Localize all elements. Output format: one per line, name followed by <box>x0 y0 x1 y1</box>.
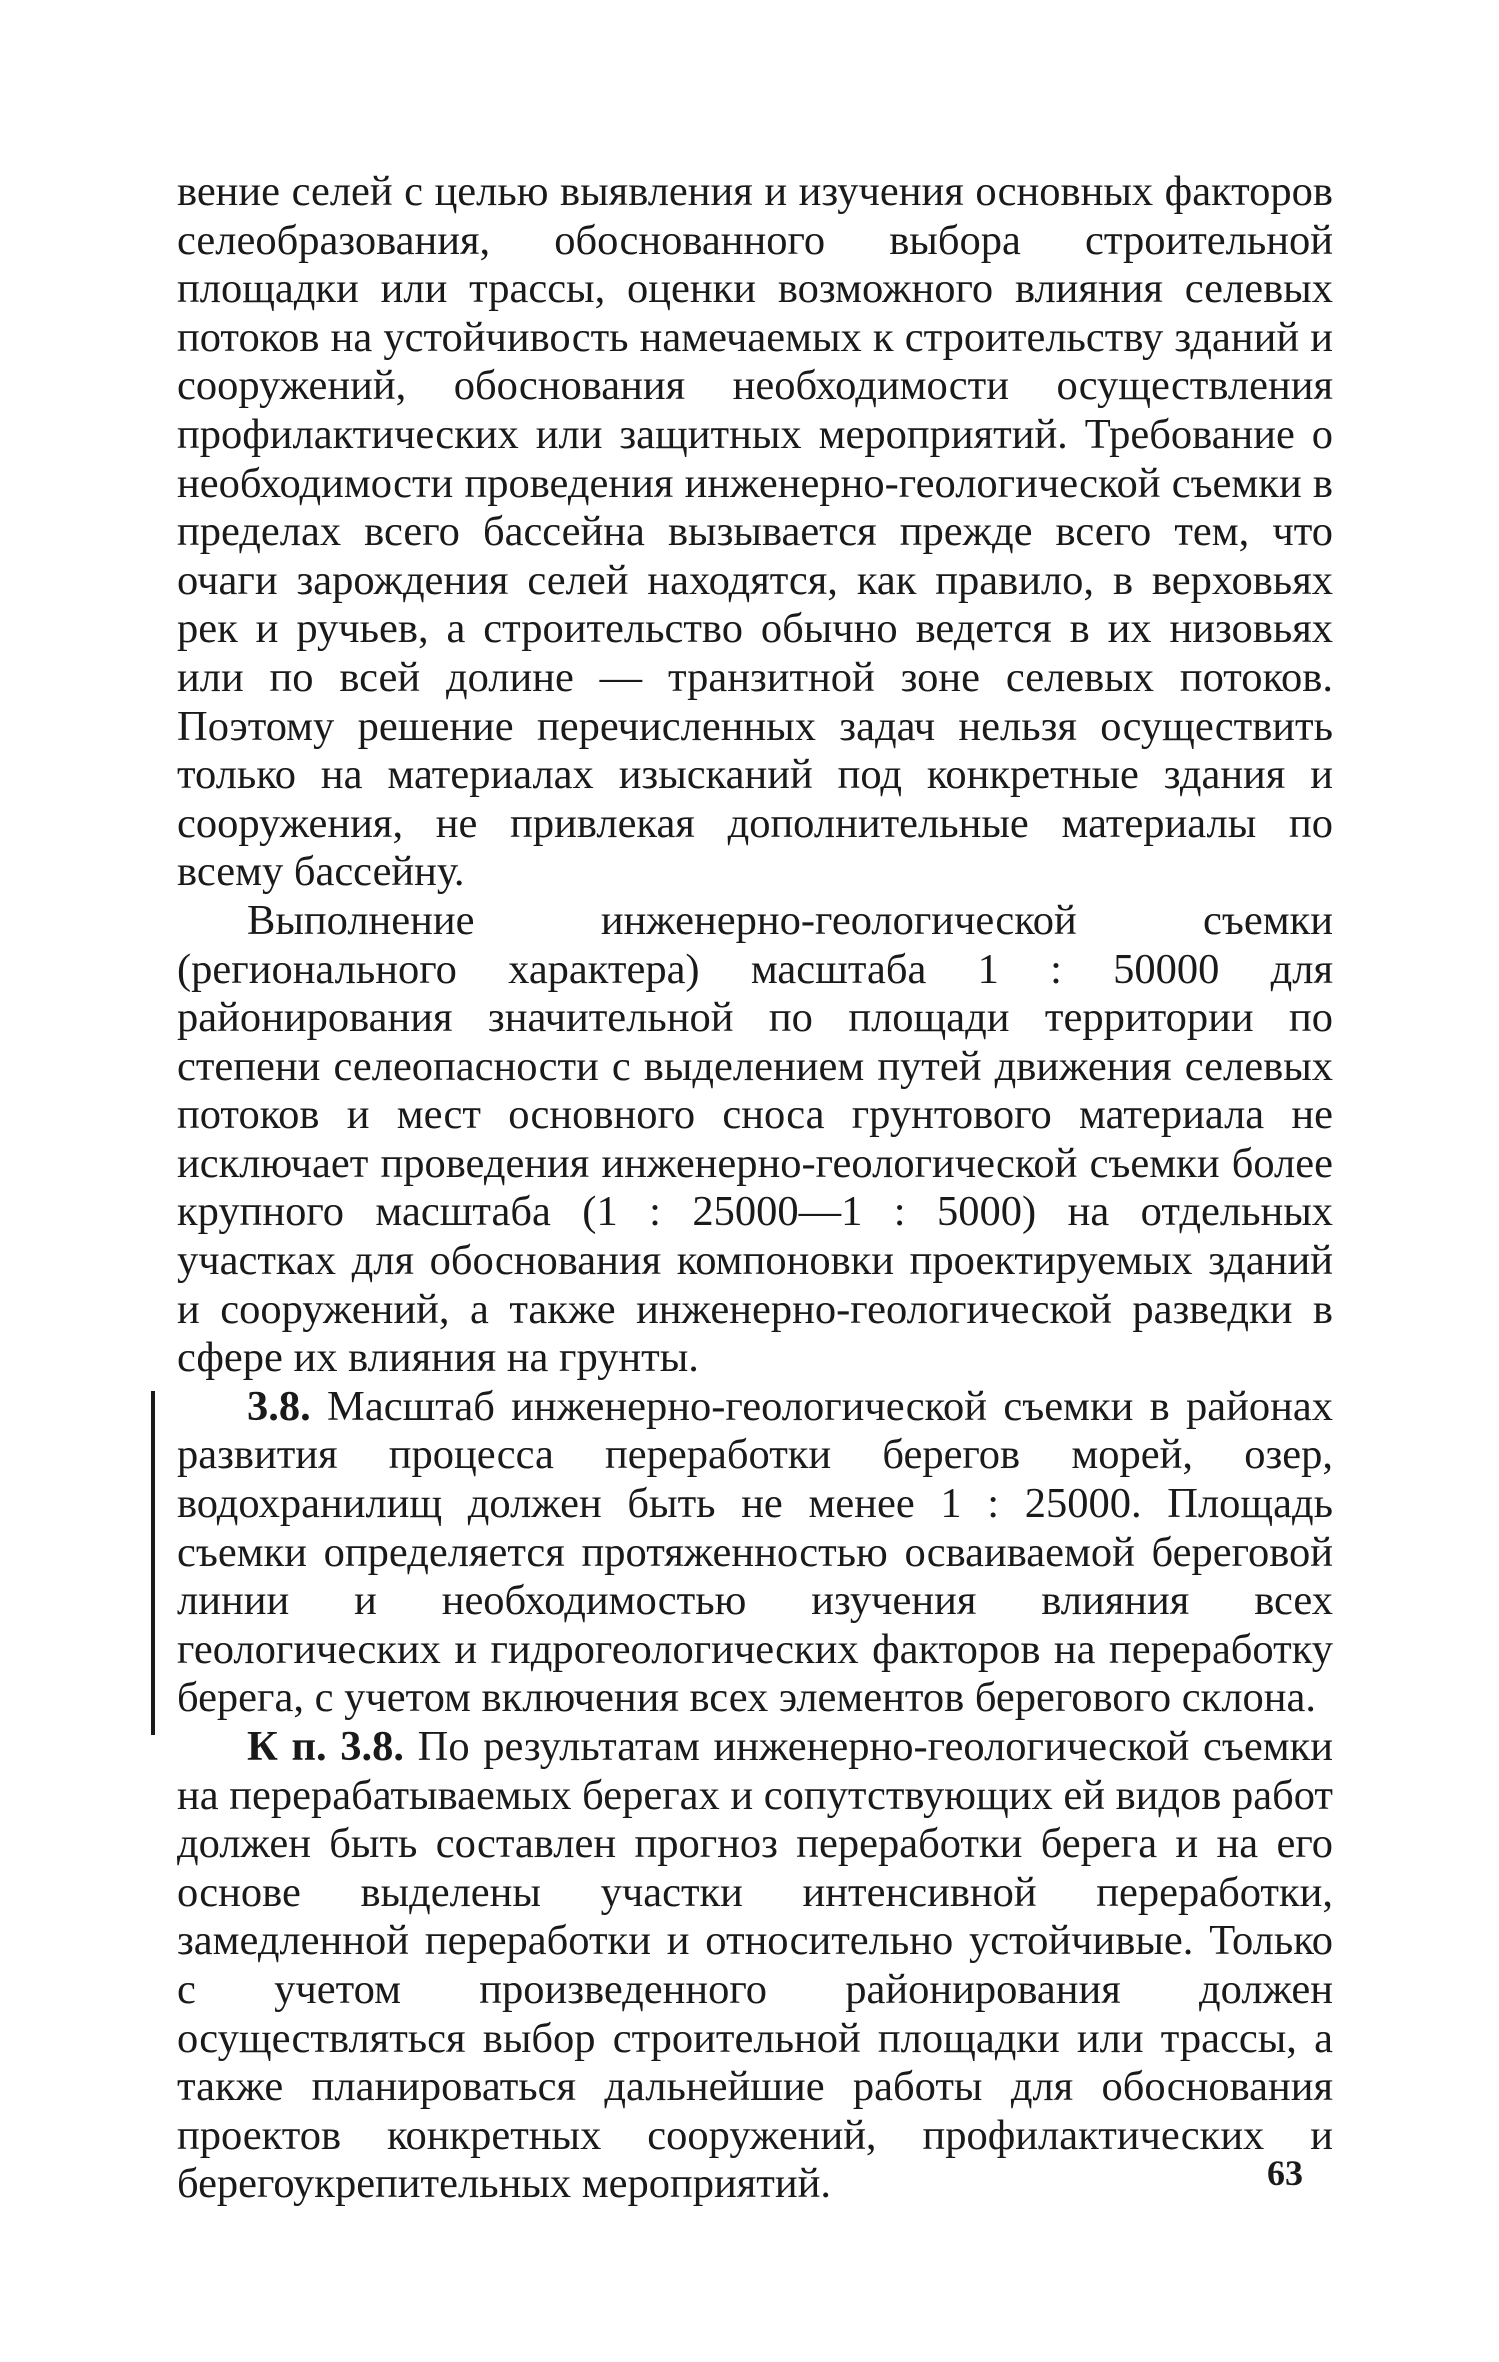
section-3-8-block <box>177 1383 1333 1723</box>
paragraph-sel-survey-continuation: вение селей с целью выявления и изучения основных факторов селеобразования, обоснованного выбора строительной площадки или трассы, оценки возможного влияния селевых потоков на устойчивость намечаемых к строительству зданий и сооружений, обоснования необходимости осуществления профилактических или защитных мероприятий. Требование о необходимости проведения инженерно-геологической съемки в пределах всего бассейна вызывается прежде всего тем, что очаги зарождения селей находятся, как правило, в верховьях рек и ручьев, а строительство обычно ведется в их низовьях или по всей долине — транзитной зоне селевых потоков. Поэтому решение перечисленных задач нельзя осуществить только на материалах изысканий под конкретные здания и сооружения, не привлекая дополнительные материалы по всему бассейну. <box>177 168 1333 896</box>
section-3-8-text: Масштаб инженерно-геологической съемки в районах развития процесса переработки берегов морей, озер, водохранилищ должен быть не менее 1 : 25000. Площадь съемки определяется протяженностью осваиваемой береговой линии и необходимостью изучения влияния всех геологических и гидрогеологических факторов на переработку берега, с учетом включения всех элементов берегового склона. <box>177 1382 1333 1722</box>
margin-change-bar <box>151 1391 155 1735</box>
commentary-3-8-text: По результатам инженерно-геологической съемки на перерабатываемых берегах и сопутствующих ей видов работ должен быть составлен прогноз переработки берега и на его основе выделены участки интенсивной переработки, замедленной переработки и относительно устойчивые. Только с учетом произведенного районирования должен осуществляться выбор строительной площадки или трассы, а также планироваться дальнейшие работы для обоснования проектов конкретных сооружений, профилактических и берегоукрепительных мероприятий. <box>177 1723 1333 2208</box>
paragraph-section-3-8 <box>177 1383 1333 1723</box>
section-number-3-8: 3.8. <box>247 1382 311 1430</box>
paragraph-commentary-3-8 <box>177 1723 1333 2209</box>
page-number: 63 <box>1267 2153 1303 2193</box>
commentary-label-3-8: К п. 3.8. <box>247 1723 404 1770</box>
page-body <box>177 168 1333 2268</box>
paragraph-regional-survey: Выполнение инженерно-геологической съемки (регионального характера) масштаба 1 : 50000 для районирования значительной по площади территории по степени селеопасности с выделением путей движения селевых потоков и мест основного сноса грунтового материала не исключает проведения инженерно-геологической съемки более крупного масштаба (1 : 25000—1 : 5000) на отдельных участках для обоснования компоновки проектируемых зданий и сооружений, а также инженерно-геологической разведки в сфере их влияния на грунты. <box>177 896 1333 1382</box>
